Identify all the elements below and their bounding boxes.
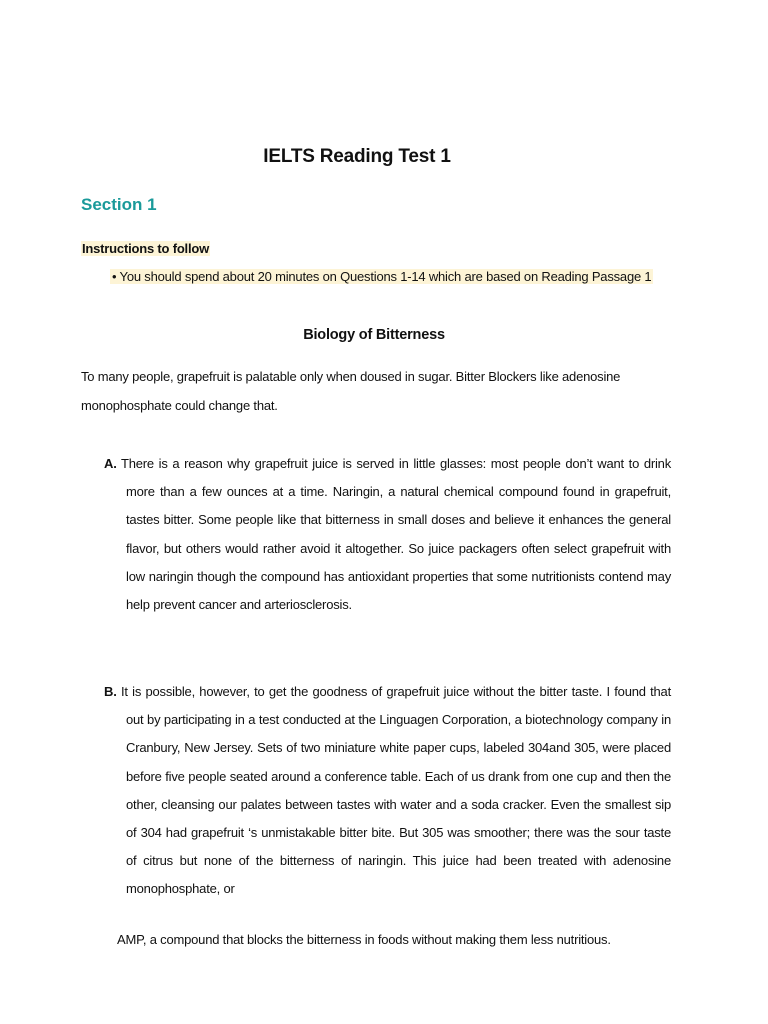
paragraph-text: It is possible, however, to get the goodness of grapefruit juice without the bitter taste. I found that out by participating in a test conducted at the Linguagen Corporation, a biotechnology company in Cranbury, New Jersey. Sets of two miniature white paper cups, labeled 304and 305, were placed before five people seated around a conference table. Each of us drank from one cup and then the other, cleansing our palates between tastes with water and a soda cracker. Even the smallest sip of 304 had grapefruit ‘s unmistakable bitter bite. But 305 was smoother; there was the sour taste of citrus but none of the bitterness of naringin. This juice had been treated with adenosine monophosphate, or <box>121 684 671 897</box>
paragraph-letter: B. <box>104 684 117 699</box>
passage-title: Biology of Bitterness <box>303 327 445 343</box>
paragraph-letter: A. <box>104 456 117 471</box>
section-heading: Section 1 <box>81 195 157 214</box>
instructions-heading: Instructions to follow <box>82 241 210 256</box>
paragraph-b-continuation: AMP, a compound that blocks the bitterness in foods without making them less nutritious. <box>117 932 611 947</box>
page-title: IELTS Reading Test 1 <box>263 146 451 167</box>
instructions-bullet <box>110 269 653 284</box>
bullet-glyph: • <box>112 269 117 284</box>
paragraph-b <box>104 678 671 904</box>
paragraph-a <box>104 450 671 619</box>
passage-intro: To many people, grapefruit is palatable only when doused in sugar. Bitter Blockers like adenosine monophosphate could change that. <box>81 369 621 413</box>
instructions-bullet-text: You should spend about 20 minutes on Questions 1-14 which are based on Reading Passage 1 <box>119 269 652 284</box>
paragraph-text: There is a reason why grapefruit juice is served in little glasses: most people don’t want to drink more than a few ounces at a time. Naringin, a natural chemical compound found in grapefruit, tastes bitter. Some people like that bitterness in small doses and believe it enhances the general flavor, but others would rather avoid it altogether. So juice packagers often select grapefruit with low naringin though the compound has antioxidant properties that some nutritionists contend may help prevent cancer and arteriosclerosis. <box>121 456 671 613</box>
